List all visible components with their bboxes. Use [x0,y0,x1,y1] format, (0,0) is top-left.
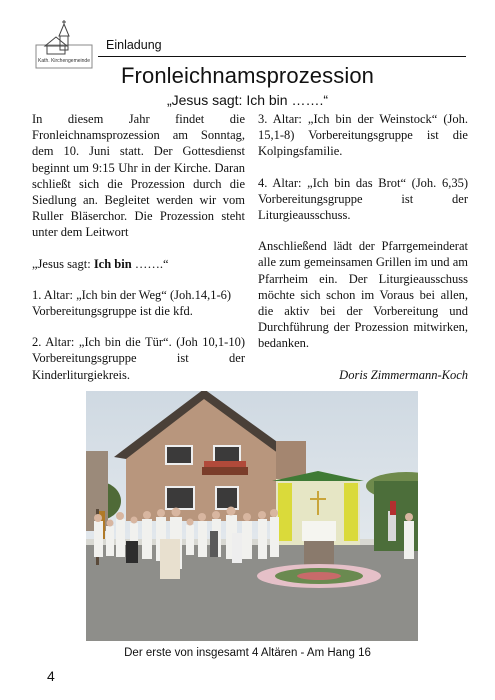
motto-bold: Ich bin [93,256,132,271]
altar-4-paragraph [258,175,468,224]
altar-1-title: 1. Altar: „Ich bin der Weg“ (Joh.14,1-6) [32,287,232,302]
motto-paragraph [32,256,245,272]
left-column [32,111,245,398]
logo-text: Kath. Kirchengemeinde [38,58,90,64]
closing-paragraph: Anschließend lädt der Pfarrgemeinderat alle zum gemeinsamen Grillen im und am Pfarrheim ein. Der Liturgieausschuss möchte sich schon im Voraus bei allen, die aktiv bei der Vorbereitung und Durchführung der Prozession mitwirken, bedanken. [258,239,468,351]
motto-suffix: …….“ [131,256,169,271]
altar-3-paragraph [258,111,468,160]
author-signature: Doris Zimmermann-Koch [339,367,468,382]
article-title: Fronleichnamsprozession [121,63,374,88]
altar-1-group: Vorbereitungsgruppe ist die kfd. [32,304,193,319]
altar-4-title: 4. Altar: „Ich bin das Brot“ (Joh. 6,35) [258,175,468,190]
article-subtitle: „Jesus sagt: Ich bin …….“ [166,92,329,108]
page-number: 4 [47,668,55,684]
altar-2-title: 2. Altar: „Ich bin die Tür“. (Joh 10,1-10) [32,335,245,350]
altar-3-title: 3. Altar: „Ich bin der Weinstock“ (Joh. 15,1-8) [258,112,468,143]
procession-photo [86,391,418,641]
altar-2-group: Vorbereitungsgruppe ist der Kinderliturgiekreis. [32,351,245,382]
intro-paragraph: In diesem Jahr findet die Fronleichnamsprozession am Sonntag, dem 10. Juni statt. Der Gottesdienst beginnt um 9:15 Uhr in der Kirche. Daran schließt sich die Prozession durch die Siedlung an. Begleitet werden wir vom Ruller Bläserchor. Die Prozession steht unter dem Leitwort [32,112,245,240]
header-rule [98,56,466,57]
photo-caption: Der erste von insgesamt 4 Altären - Am Hang 16 [124,647,371,659]
section-label: Einladung [106,38,162,52]
altar-1-paragraph [32,287,245,319]
altar-2-paragraph [32,334,245,383]
motto-prefix: „Jesus sagt: [32,256,94,271]
altar-4-group: Vorbereitungsgruppe ist der Liturgieausschuss. [258,191,468,223]
right-column [258,111,468,398]
altar-3-group: Vorbereitungsgruppe ist die Kolpingsfamilie. [258,128,468,159]
